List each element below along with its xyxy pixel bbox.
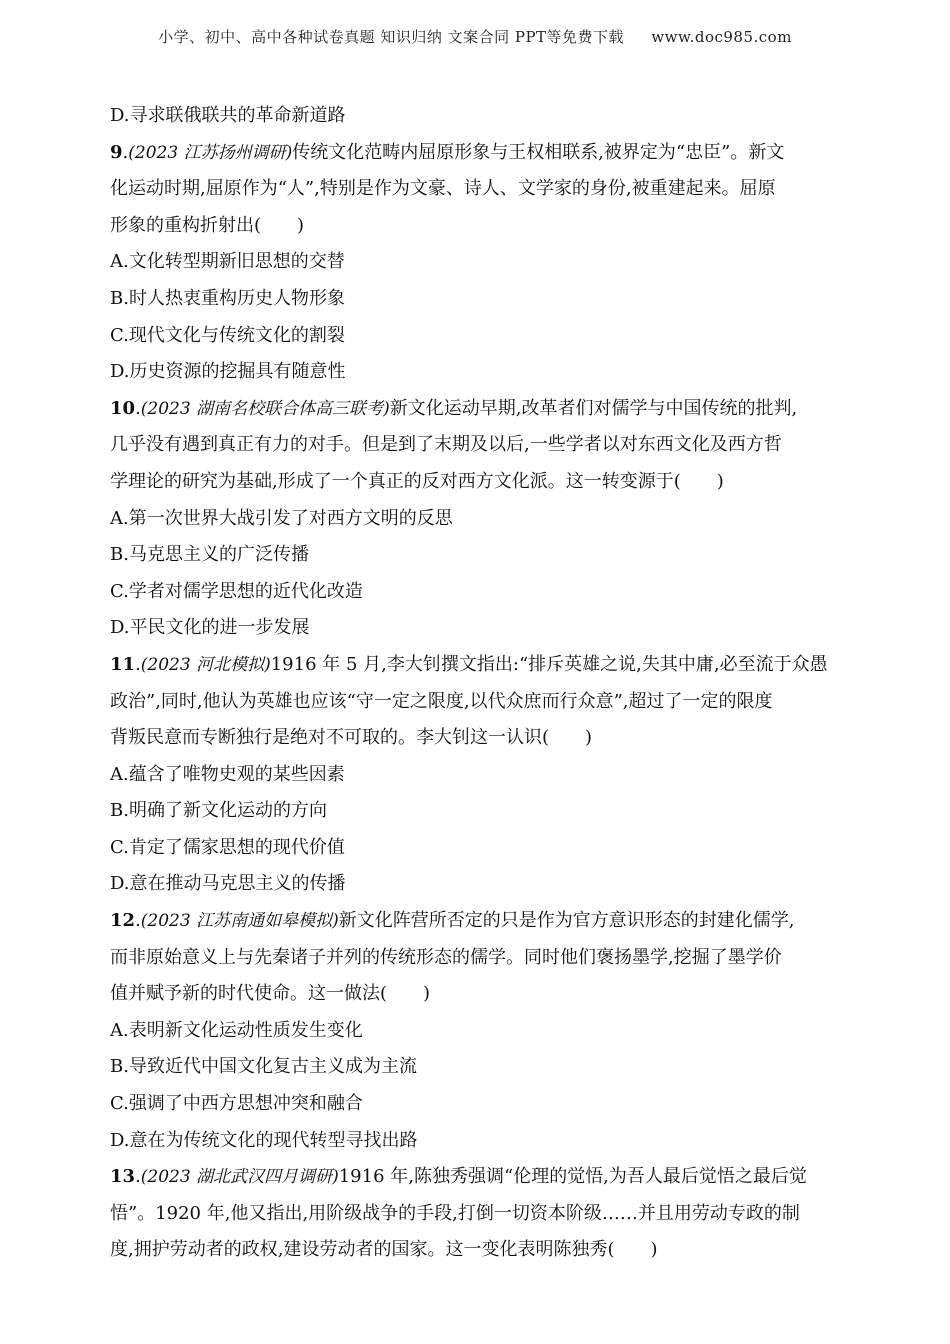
question-number: 10 <box>110 397 136 419</box>
question-9: 9.(2023 江苏扬州调研)传统文化范畴内屈原形象与王权相联系,被界定为“忠臣”。新文 化运动时期,屈原作为“人”,特别是作为文豪、诗人、文学家的身份,被重建起来。屈原 形象的重构折射出( ) A.文化转型期新旧思想的交替 B.时人热衷重构历史人物形象 C.现代文化与传统文化的割裂 D.历史资源的挖掘具有随意性 <box>110 135 842 391</box>
question-number: 9 <box>110 141 123 163</box>
option-d[interactable]: D.意在推动马克思主义的传播 <box>110 873 346 895</box>
question-text-line: 形象的重构折射出( ) <box>110 214 305 236</box>
option-d[interactable]: D.意在为传统文化的现代转型寻找出路 <box>110 1129 418 1151</box>
question-text-line: 几乎没有遇到真正有力的对手。但是到了末期及以后,一些学者以对东西文化及西方哲 <box>110 434 782 456</box>
page-header <box>0 26 950 47</box>
question-source: (2023 湖北武汉四月调研) <box>140 1167 339 1188</box>
question-number: 13 <box>110 1166 136 1188</box>
option-d[interactable]: D.历史资源的挖掘具有随意性 <box>110 361 346 383</box>
option-c[interactable]: C.强调了中西方思想冲突和融合 <box>110 1093 363 1115</box>
question-number: 11 <box>110 653 136 675</box>
question-text-line: 值并赋予新的时代使命。这一做法( ) <box>110 983 431 1005</box>
question-text-line: 而非原始意义上与先秦诸子并列的传统形态的儒学。同时他们褒扬墨学,挖掘了墨学价 <box>110 946 782 968</box>
question-12: 12.(2023 江苏南通如皋模拟)新文化阵营所否定的只是作为官方意识形态的封建化儒学, 而非原始意义上与先秦诸子并列的传统形态的儒学。同时他们褒扬墨学,挖掘了墨学价 值并赋予新的时代使命。这一做法( ) A.表明新文化运动性质发生变化 B.导致近代中国文化复古主义成为主流 C.强调了中西方思想冲突和融合 D.意在为传统文化的现代转型寻找出路 <box>110 903 842 1159</box>
question-11: 11.(2023 河北模拟)1916 年 5 月,李大钊撰文指出:“排斥英雄之说,失其中庸,必至流于众愚 政治”,同时,他认为英雄也应该“守一定之限度,以代众庶而行众意”,超过了一定的限度 背叛民意而专断独行是绝对不可取的。李大钊这一认识( ) A.蕴含了唯物史观的某些因素 B.明确了新文化运动的方向 C.肯定了儒家思想的现代价值 D.意在推动马克思主义的传播 <box>110 647 842 903</box>
question-text-line: 政治”,同时,他认为英雄也应该“守一定之限度,以代众庶而行众意”,超过了一定的限度 <box>110 690 773 712</box>
question-text-line: 化运动时期,屈原作为“人”,特别是作为文豪、诗人、文学家的身份,被重建起来。屈原 <box>110 178 776 200</box>
option-c[interactable]: C.肯定了儒家思想的现代价值 <box>110 836 345 858</box>
question-content <box>110 98 842 1269</box>
option-b[interactable]: B.时人热衷重构历史人物形象 <box>110 287 345 309</box>
question-text-line: 1916 年 5 月,李大钊撰文指出:“排斥英雄之说,失其中庸,必至流于众愚 <box>270 653 828 675</box>
option-a[interactable]: A.蕴含了唯物史观的某些因素 <box>110 763 345 785</box>
lead-option: D.寻求联俄联共的革命新道路 <box>110 105 346 126</box>
question-13: 13.(2023 湖北武汉四月调研)1916 年,陈独秀强调“伦理的觉悟,为吾人最后觉悟之最后觉 悟”。1920 年,他又指出,用阶级战争的手段,打倒一切资本阶级……并且用劳动专政的制 度,拥护劳动者的政权,建设劳动者的国家。这一变化表明陈独秀( ) <box>110 1159 842 1269</box>
question-source: (2023 江苏扬州调研) <box>128 142 293 163</box>
question-source: (2023 江苏南通如皋模拟) <box>140 911 339 932</box>
question-text-line: 悟”。1920 年,他又指出,用阶级战争的手段,打倒一切资本阶级……并且用劳动专政的制 <box>110 1202 800 1224</box>
option-a[interactable]: A.文化转型期新旧思想的交替 <box>110 251 345 273</box>
option-b[interactable]: B.明确了新文化运动的方向 <box>110 800 327 822</box>
question-source: (2023 湖南名校联合体高三联考) <box>140 398 390 419</box>
option-a[interactable]: A.表明新文化运动性质发生变化 <box>110 1019 363 1041</box>
header-text: 小学、初中、高中各种试卷真题 知识归纳 文案合同 PPT等免费下载 <box>158 28 625 46</box>
option-c[interactable]: C.现代文化与传统文化的割裂 <box>110 324 345 346</box>
question-text-line: 新文化运动早期,改革者们对儒学与中国传统的批判, <box>389 397 798 419</box>
option-d[interactable]: D.平民文化的进一步发展 <box>110 617 310 639</box>
question-text-line: 新文化阵营所否定的只是作为官方意识形态的封建化儒学, <box>338 910 795 932</box>
question-text-line: 背叛民意而专断独行是绝对不可取的。李大钊这一认识( ) <box>110 727 593 749</box>
question-text-line: 1916 年,陈独秀强调“伦理的觉悟,为吾人最后觉悟之最后觉 <box>338 1166 807 1188</box>
question-text-line: 度,拥护劳动者的政权,建设劳动者的国家。这一变化表明陈独秀( ) <box>110 1239 658 1261</box>
question-10: 10.(2023 湖南名校联合体高三联考)新文化运动早期,改革者们对儒学与中国传统的批判, 几乎没有遇到真正有力的对手。但是到了末期及以后,一些学者以对东西文化及西方哲 学理论的研究为基础,形成了一个真正的反对西方文化派。这一转变源于( ) A.第一次世界大战引发了对西方文明的反思 B.马克思主义的广泛传播 C.学者对儒学思想的近代化改造 D.平民文化的进一步发展 <box>110 391 842 647</box>
option-c[interactable]: C.学者对儒学思想的近代化改造 <box>110 580 363 602</box>
option-a[interactable]: A.第一次世界大战引发了对西方文明的反思 <box>110 507 453 529</box>
option-b[interactable]: B.马克思主义的广泛传播 <box>110 544 309 566</box>
question-text-line: 学理论的研究为基础,形成了一个真正的反对西方文化派。这一转变源于( ) <box>110 470 724 492</box>
question-text-line: 传统文化范畴内屈原形象与王权相联系,被界定为“忠臣”。新文 <box>292 141 785 163</box>
option-b[interactable]: B.导致近代中国文化复古主义成为主流 <box>110 1056 417 1078</box>
header-url[interactable]: www.doc985.com <box>651 28 792 46</box>
question-number: 12 <box>110 910 136 932</box>
question-source: (2023 河北模拟) <box>140 654 271 675</box>
